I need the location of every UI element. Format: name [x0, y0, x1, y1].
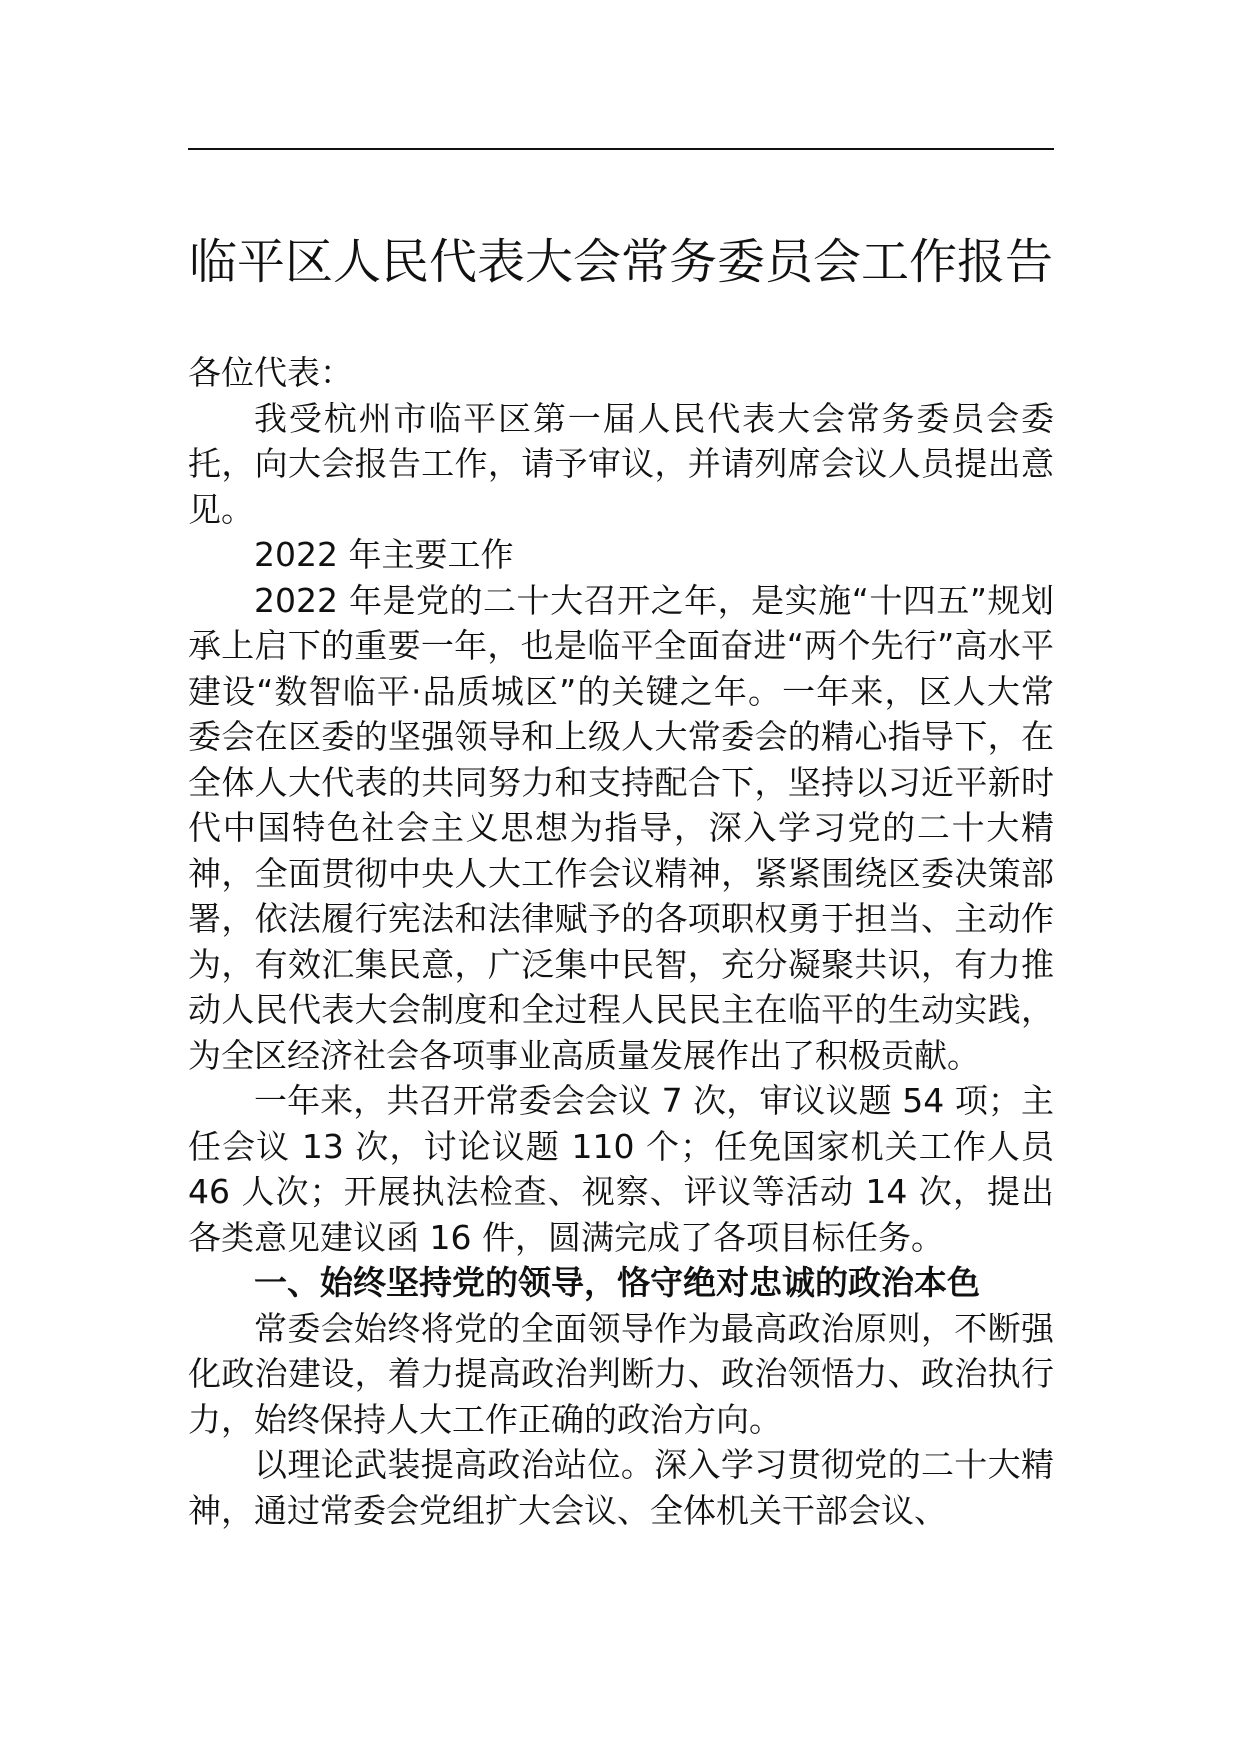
document-body — [188, 350, 1054, 1533]
section-heading-one: 一、始终坚持党的领导，恪守绝对忠诚的政治本色 — [254, 1263, 980, 1302]
salutation: 各位代表： — [188, 353, 353, 392]
section-heading-2022: 2022 年主要工作 — [254, 535, 514, 574]
header-rule — [188, 148, 1054, 150]
paragraph-statistics: 一年来，共召开常委会会议 7 次，审议议题 54 项；主任会议 13 次，讨论议题 110 个；任免国家机关工作人员 46 人次；开展执法检查、视察、评议等活动 14 次，提出各类意见建议函 16 件，圆满完成了各项目标任务。 — [188, 1081, 1054, 1257]
document-title: 临平区人民代表大会常务委员会工作报告 — [188, 234, 1053, 290]
paragraph-political-building: 常委会始终将党的全面领导作为最高政治原则，不断强化政治建设，着力提高政治判断力、政治领悟力、政治执行力，始终保持人大工作正确的政治方向。 — [188, 1308, 1054, 1439]
paragraph-intro: 我受杭州市临平区第一届人民代表大会常务委员会委托，向大会报告工作，请予审议，并请列席会议人员提出意见。 — [188, 398, 1054, 529]
paragraph-overview: 2022 年是党的二十大召开之年，是实施“十四五”规划承上启下的重要一年，也是临平全面奋进“两个先行”高水平建设“数智临平·品质城区”的关键之年。一年来，区人大常委会在区委的坚强领导和上级人大常委会的精心指导下，在全体人大代表的共同努力和支持配合下，坚持以习近平新时代中国特色社会主义思想为指导，深入学习党的二十大精神，全面贯彻中央人大工作会议精神，紧紧围绕区委决策部署，依法履行宪法和法律赋予的各项职权勇于担当、主动作为，有效汇集民意，广泛集中民智，充分凝聚共识，有力推动人民代表大会制度和全过程人民民主在临平的生动实践，为全区经济社会各项事业高质量发展作出了积极贡献。 — [188, 580, 1054, 1075]
paragraph-theory: 以理论武装提高政治站位。深入学习贯彻党的二十大精神，通过常委会党组扩大会议、全体机关干部会议、 — [188, 1445, 1054, 1530]
